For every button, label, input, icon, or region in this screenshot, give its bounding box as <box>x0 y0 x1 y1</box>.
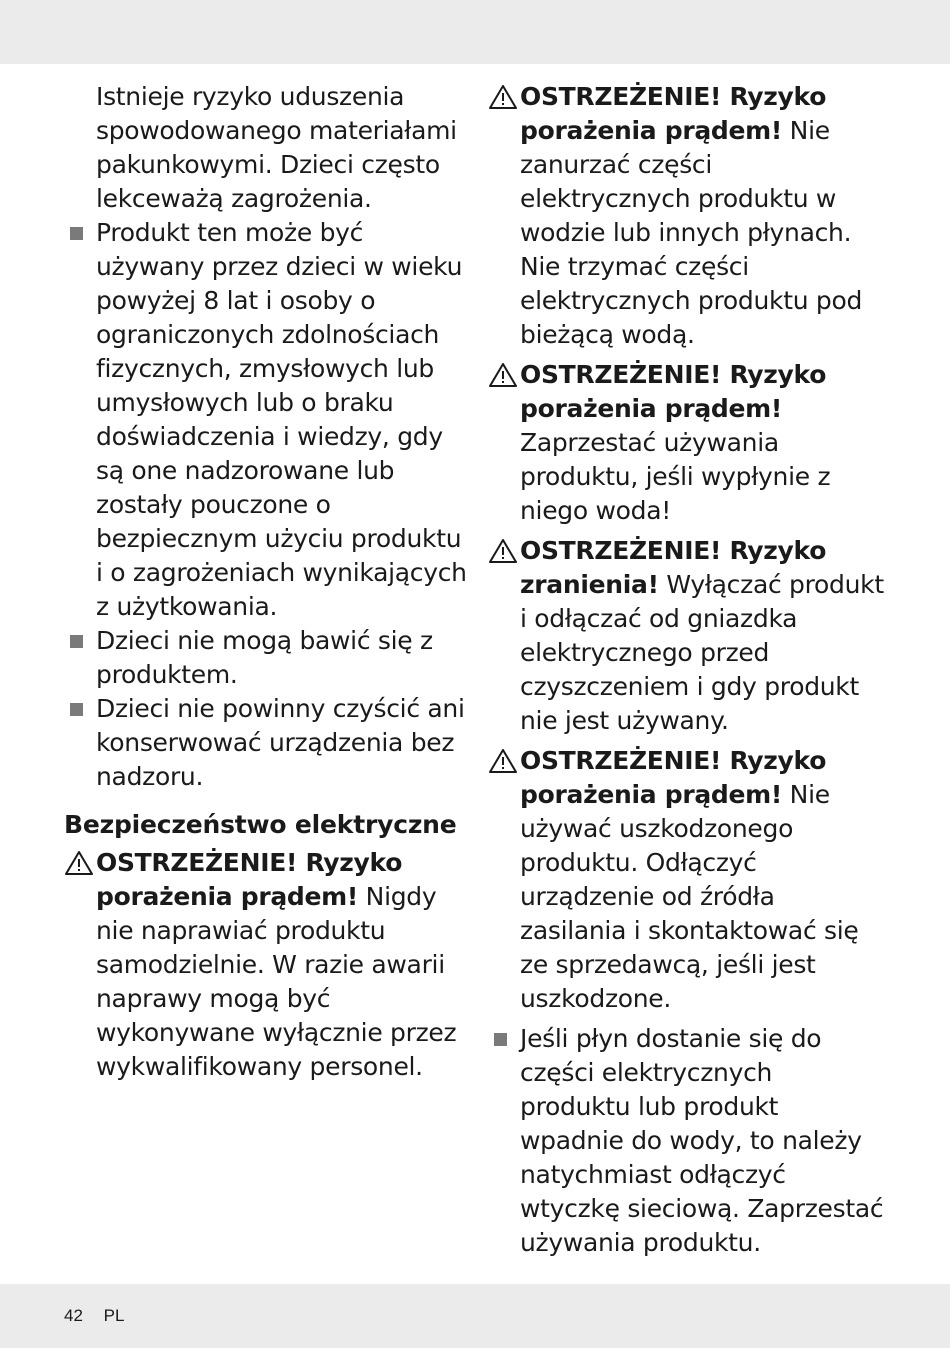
warning-title: OSTRZEŻENIE! Ryzyko porażenia prądem! <box>520 360 827 423</box>
square-bullet-icon <box>494 1033 507 1046</box>
warning-block <box>488 80 884 352</box>
bullet-text: Dzieci nie mogą bawić się z produktem. <box>96 626 433 689</box>
warning-triangle-icon <box>488 538 518 564</box>
warning-title: OSTRZEŻENIE! Ryzyko zranienia! <box>520 536 827 599</box>
intro-paragraph <box>64 80 468 216</box>
warning-block <box>488 534 884 738</box>
right-column <box>488 80 884 1260</box>
warning-title: OSTRZEŻENIE! Ryzyko porażenia prądem! <box>96 848 403 911</box>
warning-block <box>488 744 884 1016</box>
page-number: 42 <box>64 1306 83 1325</box>
warning-triangle-icon <box>488 748 518 774</box>
warning-block <box>488 358 884 528</box>
warning-triangle-icon <box>488 362 518 388</box>
warning-triangle-icon <box>64 850 94 876</box>
list-item <box>64 216 468 624</box>
page-footer <box>64 1306 124 1326</box>
footer-band <box>0 1284 950 1348</box>
bullet-text: Produkt ten może być używany przez dzieci w wieku powyżej 8 lat i osoby o ograniczonych zdolnościach fizycznych, zmysłowych lub umysłowych lub o braku doświadczenia i wiedzy, gdy są one nadzorowane lub zostały pouczone o bezpiecznym użyciu produktu i o zagrożeniach wynikających z użytkowania. <box>96 218 467 621</box>
warning-text: Wyłączać produkt i odłączać od gniazdka elektrycznego przed czyszczeniem i gdy produkt nie jest używany. <box>520 570 884 735</box>
square-bullet-icon <box>70 227 83 240</box>
warning-text: Nie zanurzać części elektrycznych produktu w wodzie lub innych płynach. Nie trzymać części elektrycznych produktu pod bieżącą wodą. <box>520 116 863 349</box>
warning-text: Zaprzestać używania produktu, jeśli wypłynie z niego woda! <box>520 428 831 525</box>
left-column <box>64 80 468 1090</box>
warning-text: Nigdy nie naprawiać produktu samodzielnie. W razie awarii naprawy mogą być wykonywane wyłącznie przez wykwalifikowany personel. <box>96 882 457 1081</box>
section-heading: Bezpieczeństwo elektryczne <box>64 810 457 839</box>
list-item <box>64 692 468 794</box>
square-bullet-icon <box>70 703 83 716</box>
list-item <box>488 1022 884 1260</box>
warning-title: OSTRZEŻENIE! Ryzyko porażenia prądem! <box>520 746 827 809</box>
intro-text: Istnieje ryzyko uduszenia spowodowanego materiałami pakunkowymi. Dzieci często lekceważą zagrożenia. <box>96 82 457 213</box>
list-item <box>64 624 468 692</box>
language-code: PL <box>103 1306 125 1325</box>
warning-block <box>64 846 468 1084</box>
bullet-text: Dzieci nie powinny czyścić ani konserwować urządzenia bez nadzoru. <box>96 694 465 791</box>
warning-text: Nie używać uszkodzonego produktu. Odłączyć urządzenie od źródła zasilania i skontaktować się ze sprzedawcą, jeśli jest uszkodzone. <box>520 780 859 1013</box>
warning-triangle-icon <box>488 84 518 110</box>
square-bullet-icon <box>70 635 83 648</box>
bullet-text: Jeśli płyn dostanie się do części elektrycznych produktu lub produkt wpadnie do wody, to należy natychmiast odłączyć wtyczkę sieciową. Zaprzestać używania produktu. <box>520 1024 884 1257</box>
warning-title: OSTRZEŻENIE! Ryzyko porażenia prądem! <box>520 82 827 145</box>
top-band <box>0 0 950 64</box>
